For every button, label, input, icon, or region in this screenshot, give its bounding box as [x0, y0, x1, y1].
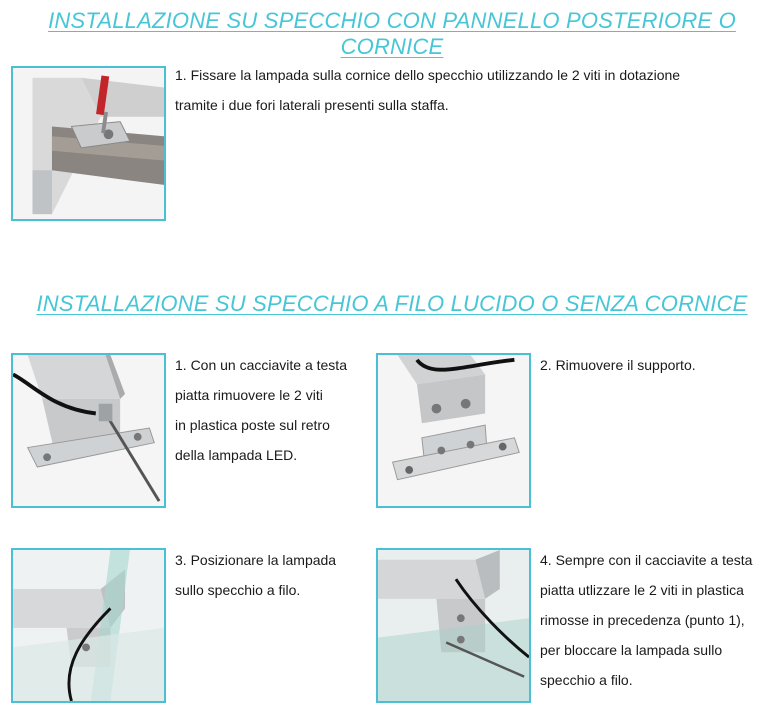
section-2-step-2: 2. Rimuovere il supporto.: [540, 357, 696, 373]
section-2-step-4: 4. Sempre con il cacciavite a testa piatta utlizzare le 2 viti in plastica rimosse in precedenza (punto 1), per bloccare la lampada sullo specchio a filo.: [540, 552, 753, 688]
position-lamp-photo: [11, 548, 166, 703]
section-1-title: INSTALLAZIONE SU SPECCHIO CON PANNELLO POSTERIORE O CORNICE: [48, 8, 736, 59]
section-2-step-1: 1. Con un cacciavite a testa piatta rimuovere le 2 viti in plastica poste sul retro della lampada LED.: [175, 357, 347, 463]
section-2-step-3: 3. Posizionare la lampada sullo specchio a filo.: [175, 552, 337, 598]
remove-bracket-photo: [376, 353, 531, 508]
section-1-step-1: 1. Fissare la lampada sulla cornice dello specchio utilizzando le 2 viti in dotazione tramite i due fori laterali presenti sulla staffa.: [175, 67, 681, 113]
remove-screws-photo: [11, 353, 166, 508]
screwdriver-frame-photo: [11, 66, 166, 221]
lock-lamp-photo: [376, 548, 531, 703]
section-2-title: INSTALLAZIONE SU SPECCHIO A FILO LUCIDO O SENZA CORNICE: [36, 291, 748, 316]
